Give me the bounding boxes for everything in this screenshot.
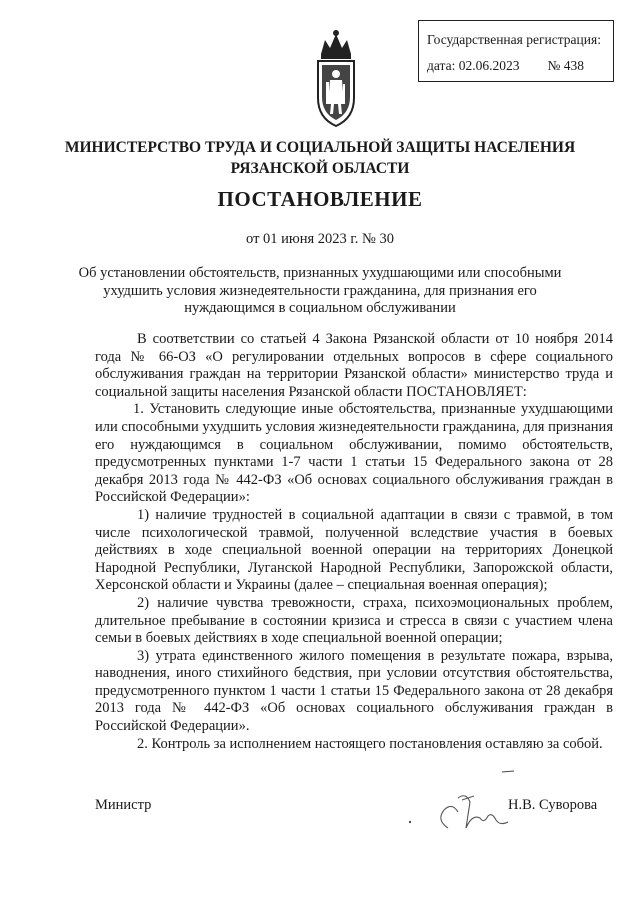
preamble-paragraph: В соответствии со статьей 4 Закона Рязанской области от 10 ноября 2014 года № 66-ОЗ «О регулировании отдельных вопросов в сфере социального обслуживания граждан на территории Рязанской области» министерство труда и социальной защиты населения Рязанской области ПОСТАНОВЛЯЕТ:	[95, 331, 613, 400]
subitem-2-paragraph: 2) наличие чувства тревожности, страха, психоэмоциональных проблем, длительное пребывание в состоянии кризиса и стресса в связи с участием члена семьи в боевых действиях в ходе специальной военной операции;	[95, 594, 613, 647]
signatory-name: Н.В. Суворова	[508, 797, 598, 813]
document-body	[95, 331, 613, 753]
ministry-name	[0, 137, 640, 179]
registration-date: дата: 02.06.2023	[427, 58, 520, 73]
coat-of-arms-icon	[313, 26, 359, 130]
subitem-3-paragraph: 3) утрата единственного жилого помещения в результате пожара, взрыва, наводнения, иного стихийного бедствия, при условии отсутствия обстоятельства, предусмотренного пунктом 1 части 1 статьи 15 Федерального закона от 28 декабря 2013 года № 442-ФЗ «Об основах социального обслуживания граждан в Российской Федерации».	[95, 647, 613, 735]
ministry-line-2: РЯЗАНСКОЙ ОБЛАСТИ	[230, 160, 410, 177]
handwritten-signature	[400, 768, 520, 838]
registration-number: № 438	[547, 58, 584, 73]
ministry-line-1: МИНИСТЕРСТВО ТРУДА И СОЦИАЛЬНОЙ ЗАЩИТЫ НАСЕЛЕНИЯ	[64, 139, 576, 156]
subitem-1-paragraph: 1) наличие трудностей в социальной адаптации в связи с травмой, в том числе психологической травмой, полученной вследствие участия в боевых действиях в ходе специальной военной операции на территориях Донецкой Народной Республики, Луганской Народной Республики, Запорожской области, Херсонской области и Украины (далее – специальная военная операция);	[95, 506, 613, 594]
registration-label: Государственная регистрация:	[427, 32, 601, 47]
signatory-position: Министр	[95, 797, 152, 813]
document-date-number: от 01 июня 2023 г. № 30	[246, 231, 394, 247]
item-2-paragraph: 2. Контроль за исполнением настоящего постановления оставляю за собой.	[137, 735, 603, 752]
document-title: Об установлении обстоятельств, признанных ухудшающими или способными ухудшить условия жизнедеятельности гражданина, для признания его нуждающимся в социальном обслуживании	[78, 265, 562, 316]
item-1-paragraph: 1. Установить следующие иные обстоятельства, признанные ухудшающими или способными ухудшить условия жизнедеятельности гражданина, для признания его нуждающимся в социальном обслуживании, помимо обстоятельств, предусмотренных пунктами 1-7 части 1 статьи 15 Федерального закона от 28 декабря 2013 года № 442-ФЗ «Об основах социального обслуживания граждан в Российской Федерации»:	[95, 401, 613, 506]
document-type: ПОСТАНОВЛЕНИЕ	[217, 187, 423, 211]
registration-stamp	[418, 20, 614, 82]
